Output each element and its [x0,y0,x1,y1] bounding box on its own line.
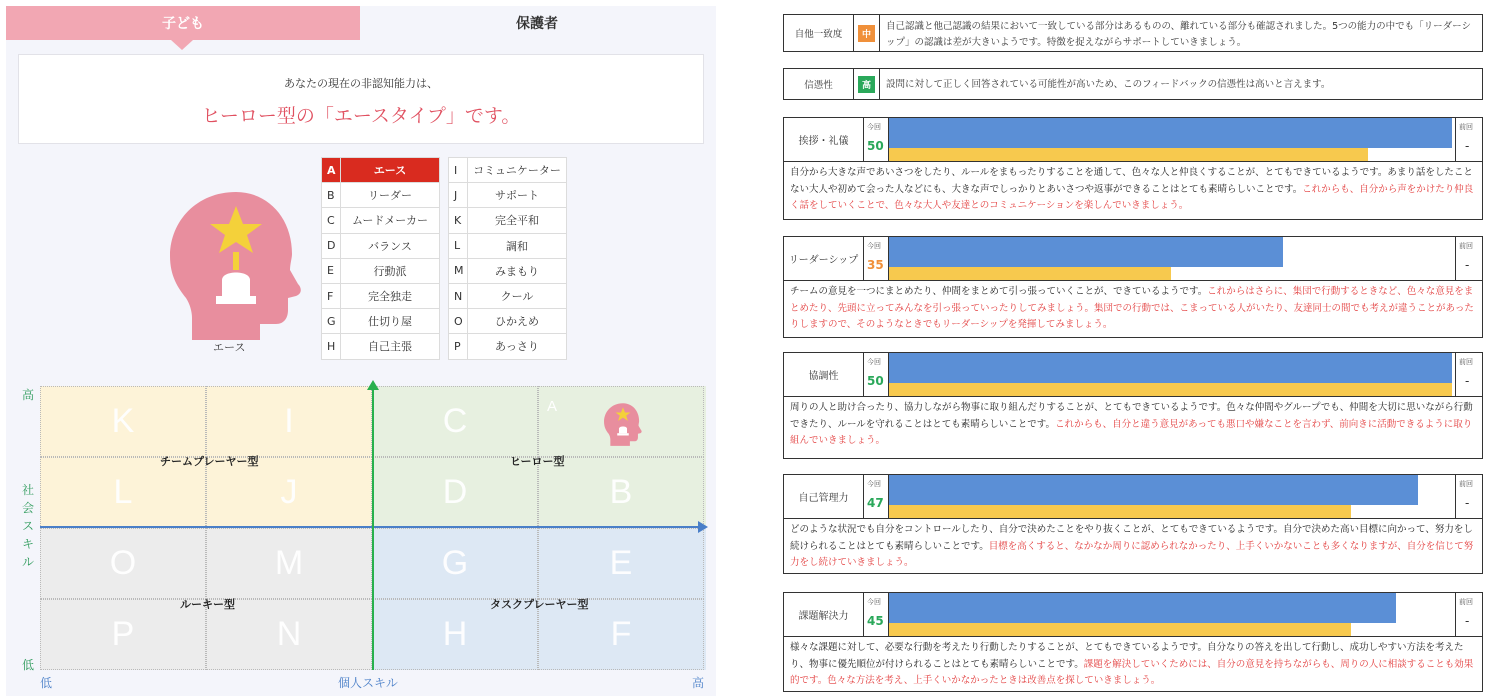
quadrant-chart [40,386,706,670]
skill-header [784,237,1482,281]
consistency-badge: 中 [858,25,875,42]
type-name: 仕切り屋 [341,309,440,334]
skill-previous [1455,353,1482,396]
group-label-team-player: チームプレーヤー型 [160,455,259,468]
previous-score: - [1465,496,1470,510]
type-row [322,183,440,208]
type-name: あっさり [468,334,567,359]
type-code: P [449,334,468,359]
quadrant-cell: C [372,386,538,457]
quadrant-cell: J [206,457,372,528]
quadrant-cell: K [40,386,206,457]
other-score-bar [889,623,1351,636]
y-axis-label: 社 会 ス キ ル [22,483,35,569]
previous-score: - [1465,374,1470,388]
info-text: 自己認識と他己認識の結果において一致している部分はあるものの、離れている部分も確認されました。5つの能力の中でも「リーダーシップ」の認識は差が大きいようです。特徴を捉えながらサポートしていきましょう。 [879,15,1482,51]
quadrant-cell: B [538,457,704,528]
current-score: 47 [867,496,884,510]
type-code: H [322,334,341,359]
skill-feedback: どのような状況でも自分をコントロールしたり、自分で決めたことをやり抜くことが、とてもできているようです。自分で決めた高い目標に向かって、努力をし続けられることはとても素晴らしいことです。 [790,524,1473,552]
type-name: エース [341,158,440,183]
self-score-bar [889,475,1418,505]
previous-score: - [1465,614,1470,628]
quadrant-cell: N [206,599,372,670]
skill-current [864,475,889,518]
type-row [449,158,567,183]
skill-current [864,237,889,280]
y-axis-line [372,382,374,670]
y-axis-high: 高 [22,388,35,402]
type-table-right [448,157,567,360]
skill-description [784,637,1482,693]
skill-card [783,236,1483,338]
type-row [322,258,440,283]
type-row [322,158,440,183]
other-score-bar [889,267,1171,280]
current-label: 今回 [867,598,881,606]
type-row [322,283,440,308]
skill-current [864,118,889,161]
previous-label: 前回 [1459,358,1473,366]
tab-guardian[interactable]: 保護者 [360,6,714,40]
skill-header [784,353,1482,397]
result-type: ヒーロー型の「エースタイプ」です。 [201,105,521,127]
previous-label: 前回 [1459,123,1473,131]
skill-advice: 目標を高くすると、なかなか周りに認められなかったり、上手くいかないことも多くなりますが、自分を信じて努力をし続けていきましょう。 [790,540,1474,569]
result-intro: あなたの現在の非認知能力は、 [284,77,438,90]
type-table-left [321,157,440,360]
skill-name: 自己管理力 [784,475,864,518]
type-code: O [449,309,468,334]
type-name: コミュニケーター [468,158,567,183]
previous-score: - [1465,258,1470,272]
group-label-task-player: タスクプレーヤー型 [490,598,589,611]
type-name: 完全平和 [468,208,567,233]
previous-label: 前回 [1459,242,1473,250]
self-score-bar [889,118,1452,148]
current-type-marker-icon [600,401,646,447]
type-row [449,233,567,258]
current-label: 今回 [867,480,881,488]
skill-header [784,593,1482,637]
skill-description [784,519,1482,575]
type-code: M [449,258,468,283]
type-code: D [322,233,341,258]
group-label-rookie: ルーキー型 [180,598,235,611]
type-row [449,309,567,334]
type-code: K [449,208,468,233]
info-text: 設問に対して正しく回答されている可能性が高いため、このフィードバックの信憑性は高いと言えます。 [879,69,1482,99]
y-axis-low: 低 [22,658,35,672]
self-score-bar [889,237,1283,267]
type-code: E [322,258,341,283]
current-score: 50 [867,139,884,153]
type-row [322,233,440,258]
type-row [322,208,440,233]
quadrant-cell: O [40,528,206,599]
quadrant-cell: E [538,528,704,599]
skill-description [784,281,1482,337]
x-axis-low: 低 [40,676,53,690]
tab-child[interactable]: 子ども [6,6,360,40]
quadrant-marker-a: A [547,398,558,415]
current-score: 45 [867,614,884,628]
skill-advice: これからも、自分から声をかけたり仲良く話をしていくことで、色々な大人や友達とのコミュニケーションを楽しんでいきましょう。 [790,183,1474,212]
type-code: F [322,283,341,308]
current-label: 今回 [867,358,881,366]
type-name: サポート [468,183,567,208]
current-score: 35 [867,258,884,272]
type-name: 完全独走 [341,283,440,308]
skill-description [784,397,1482,453]
head-trophy-icon [156,184,316,344]
previous-label: 前回 [1459,480,1473,488]
self-score-bar [889,353,1452,383]
skill-feedback: 様々な課題に対して、必要な行動を考えたり行動したりすることが、とてもできているようです。自分なりの答えを出して行動し、成功しやすい方法を考えたり、物事に優先順位が付けられることはとても素晴らしいことです。 [790,642,1464,670]
quadrant-cell: G [372,528,538,599]
skill-bars [889,475,1455,518]
type-name: 行動派 [341,258,440,283]
skill-advice: これからも、自分と違う意見があっても悪口や嫌なことを言わず、前向きに活動できるように取り組んでいきましょう。 [790,418,1473,447]
skill-header [784,118,1482,162]
skill-previous [1455,237,1482,280]
type-code: A [322,158,341,183]
type-name: 自己主張 [341,334,440,359]
type-code: L [449,233,468,258]
current-label: 今回 [867,242,881,250]
tab-bar [6,6,716,40]
skill-name: 挨拶・礼儀 [784,118,864,161]
x-axis-label: 個人スキル [338,676,398,690]
other-score-bar [889,148,1368,161]
skill-feedback: チームの意見を一つにまとめたり、仲間をまとめて引っ張っていくことが、できているようです。 [790,286,1208,297]
type-code: I [449,158,468,183]
type-code: N [449,283,468,308]
quadrant-cell: I [206,386,372,457]
quadrant-cell: F [538,599,704,670]
left-panel [6,6,716,696]
quadrant-cell: M [206,528,372,599]
skill-header [784,475,1482,519]
type-code: J [449,183,468,208]
info-label: 信憑性 [784,69,854,99]
type-row [449,258,567,283]
type-row [322,334,440,359]
skill-card [783,592,1483,692]
quadrant-cell: P [40,599,206,670]
x-axis-high: 高 [692,676,705,690]
type-code: B [322,183,341,208]
type-name: バランス [341,233,440,258]
type-name: みまもり [468,258,567,283]
skill-card [783,474,1483,574]
type-row [449,183,567,208]
skill-name: 協調性 [784,353,864,396]
skill-card [783,117,1483,220]
skill-bars [889,353,1455,396]
skill-feedback: 周りの人と助け合ったり、協力しながら物事に取り組んだりすることが、とてもできているようです。色々な仲間やグループでも、仲間を大切に思いながら行動できたり、ルールを守れることはとても素晴らしいことです。 [790,402,1473,430]
skill-current [864,593,889,636]
previous-score: - [1465,139,1470,153]
result-box [18,54,704,144]
skill-name: 課題解決力 [784,593,864,636]
type-name: 調和 [468,233,567,258]
type-code: G [322,309,341,334]
type-code: C [322,208,341,233]
skill-previous [1455,593,1482,636]
skill-feedback: 自分から大きな声であいさつをしたり、ルールをまもったりすることを通して、色々な人と仲良くすることが、とてもできているようです。あまり話をしたことない大人や初めて会った人などにも、大きな声でしっかりとあいさつや返事ができることはとても素晴らしいことです。 [790,167,1473,195]
type-name: ムードメーカー [341,208,440,233]
current-score: 50 [867,374,884,388]
right-panel [783,0,1483,700]
skill-current [864,353,889,396]
type-row [449,208,567,233]
type-name: ひかえめ [468,309,567,334]
avatar-label: エース [213,341,246,354]
skill-description [784,162,1482,218]
quadrant-cell: D [372,457,538,528]
type-row [449,334,567,359]
type-name: クール [468,283,567,308]
group-label-hero: ヒーロー型 [510,455,565,468]
previous-label: 前回 [1459,598,1473,606]
self-score-bar [889,593,1396,623]
type-row [449,283,567,308]
other-score-bar [889,383,1452,396]
skill-advice: これからはさらに、集団で行動するときなど、色々な意見をまとめたり、先頭に立ってみんなを引っ張っていったりしてみましょう。集団での行動では、こまっている人がいたり、友達同士の間でも考えが違うことがあったりしますので、そのようなときでもリーダーシップを発揮してみましょう。 [790,286,1474,331]
reliability-badge: 高 [858,76,875,93]
current-label: 今回 [867,123,881,131]
skill-card [783,352,1483,459]
type-row [322,309,440,334]
skill-bars [889,118,1455,161]
skill-previous [1455,475,1482,518]
skill-name: リーダーシップ [784,237,864,280]
skill-previous [1455,118,1482,161]
quadrant-cell: L [40,457,206,528]
other-score-bar [889,505,1351,518]
quadrant-cell: H [372,599,538,670]
info-label: 自他一致度 [784,15,854,51]
type-name: リーダー [341,183,440,208]
skill-advice: 課題を解決していくためには、自分の意見を持ちながらも、周りの人に相談することも効果的です。色々な方法を考え、上手くいかなかったときは改善点を探していきましょう。 [790,658,1474,687]
info-row-consistency [783,14,1483,52]
info-row-reliability [783,68,1483,100]
skill-bars [889,593,1455,636]
skill-bars [889,237,1455,280]
